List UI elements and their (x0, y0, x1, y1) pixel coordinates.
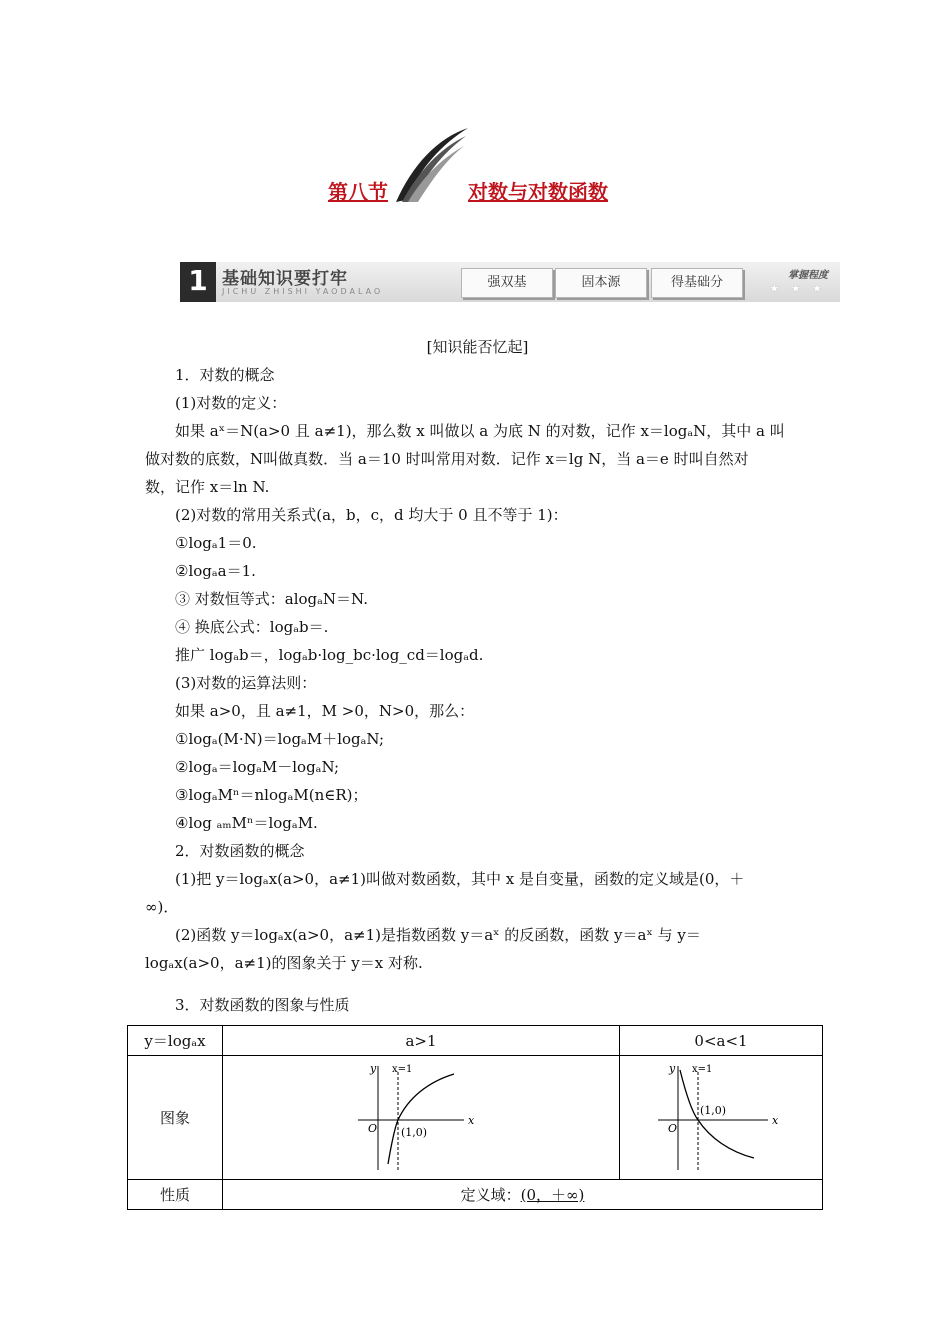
table-row-label: 图象 (128, 1056, 223, 1180)
x-axis-label: x (468, 1113, 475, 1127)
text-line: (3)对数的运算法则： (175, 674, 317, 692)
point-label: (1,0) (700, 1103, 727, 1117)
banner-heading: 基础知识要打牢 (222, 269, 348, 289)
domain-cell (223, 1180, 823, 1210)
text-line: ②logₐa＝1. (175, 562, 256, 580)
y-axis-label: y (669, 1061, 676, 1075)
banner-button-qiangshuangji: 强双基 (461, 268, 553, 298)
text-line: ③logₐMⁿ＝nlogₐM(n∈R)； (175, 786, 368, 804)
text-line: 如果 aˣ＝N(a>0 且 a≠1)，那么数 x 叫做以 a 为底 N 的对数，记作 x＝logₐN，其中 a 叫 (175, 422, 785, 440)
x-axis-label: x (772, 1113, 779, 1127)
log-function-table (127, 1025, 823, 1210)
domain-label: 定义域： (460, 1186, 521, 1204)
heading-3: 3．对数函数的图象与性质 (175, 996, 350, 1014)
graph-a-gt-1-cell (223, 1056, 620, 1180)
text-line: 做对数的底数，N叫做真数．当 a＝10 时叫常用对数．记作 x＝lg N，当 a＝e 时叫自然对 (145, 450, 749, 468)
heading-1: 1．对数的概念 (175, 366, 275, 384)
text-line: (1)把 y＝logₐx(a>0，a≠1)叫做对数函数，其中 x 是自变量，函数的定义域是(0，＋ (175, 870, 745, 888)
text-line: ∞)． (145, 898, 179, 916)
text-line: 推广 logₐb＝，logₐb·log_bc·log_cd＝logₐd. (175, 646, 484, 664)
banner-number: 1 (180, 262, 216, 302)
graph-a-lt-1 (656, 1060, 786, 1172)
graph-a-gt-1 (356, 1060, 486, 1172)
origin-label: O (368, 1121, 378, 1135)
page-title (320, 176, 650, 206)
banner-button-dejichufen: 得基础分 (651, 268, 743, 298)
section-title: 对数与对数函数 (468, 180, 608, 204)
mastery-label: 掌握程度 (788, 270, 828, 281)
line-label: x=1 (392, 1063, 413, 1075)
star-icon: ★ ★ ★ (769, 282, 826, 295)
text-line: ④log ₐₘMⁿ＝logₐM. (175, 814, 318, 832)
table-row-label: 性质 (128, 1180, 223, 1210)
y-axis-label: y (370, 1061, 377, 1075)
text-line: ①logₐ(M·N)＝logₐM＋logₐN; (175, 730, 385, 748)
text-line: logₐx(a>0，a≠1)的图象关于 y＝x 对称. (145, 954, 423, 972)
graph-a-lt-1-cell (620, 1056, 823, 1180)
section-banner (180, 262, 840, 302)
text-line: 如果 a>0，且 a≠1，M >0，N>0，那么： (175, 702, 475, 720)
domain-value: (0，＋∞) (520, 1186, 585, 1204)
banner-pinyin: JICHU ZHISHI YAODALAO (222, 287, 384, 296)
text-line: ④ 换底公式：logₐb＝. (175, 618, 329, 636)
text-line: ②logₐ＝logₐM－logₐN; (175, 758, 340, 776)
text-line: ③ 对数恒等式：alogₐN＝N. (175, 590, 368, 608)
text-line: (1)对数的定义： (175, 394, 287, 412)
table-header-cell: 0<a<1 (620, 1026, 823, 1056)
text-line: 数，记作 x＝ln N. (145, 478, 270, 496)
text-line: ①logₐ1＝0. (175, 534, 257, 552)
text-line: (2)函数 y＝logₐx(a>0，a≠1)是指数函数 y＝aˣ 的反函数，函数 y＝aˣ 与 y＝ (175, 926, 701, 944)
subheading: [知识能否忆起] (426, 338, 529, 356)
point-label: (1,0) (401, 1125, 428, 1139)
section-label: 第八节 (328, 180, 388, 204)
origin-label: O (668, 1121, 678, 1135)
content-body (145, 333, 810, 1019)
line-label: x=1 (692, 1063, 713, 1075)
heading-2: 2．对数函数的概念 (175, 842, 305, 860)
banner-button-gubenyuan: 固本源 (555, 268, 647, 298)
table-header-cell: y＝logₐx (128, 1026, 223, 1056)
table-header-cell: a>1 (223, 1026, 620, 1056)
text-line: (2)对数的常用关系式(a，b，c，d 均大于 0 且不等于 1)： (175, 506, 568, 524)
